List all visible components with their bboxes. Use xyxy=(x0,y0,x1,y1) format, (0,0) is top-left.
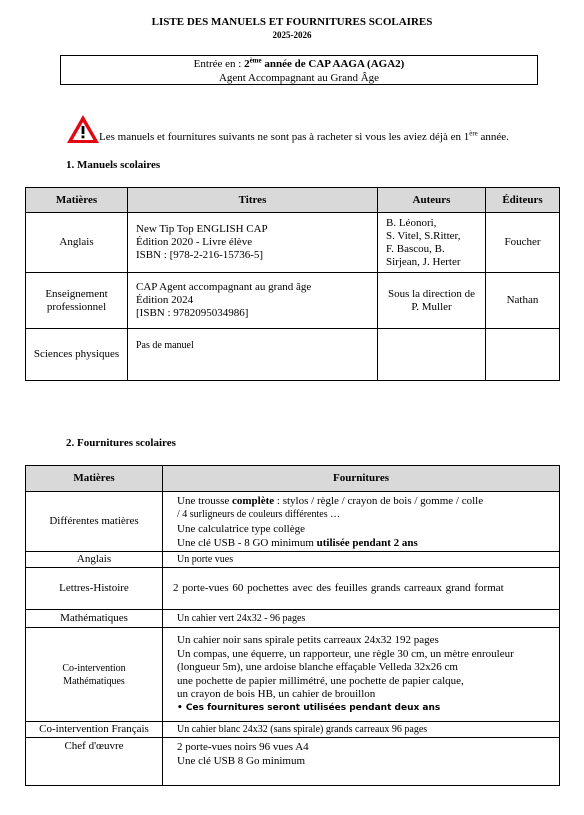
col-header-titres: Titres xyxy=(128,188,378,213)
supply-line: Une calculatrice type collège xyxy=(177,522,305,535)
manuels-table xyxy=(25,187,560,381)
subject-line: Co-intervention xyxy=(62,662,126,674)
fournitures-table xyxy=(25,465,560,786)
col-header-fournitures: Fournitures xyxy=(163,466,560,492)
authors-cell xyxy=(378,273,486,329)
publisher-cell: Foucher xyxy=(486,213,560,273)
level-sup: ème xyxy=(249,56,262,65)
table-row xyxy=(26,552,560,568)
subject-cell: Sciences physiques xyxy=(26,329,128,381)
table-row xyxy=(26,628,560,722)
level-number: 2 xyxy=(244,58,250,70)
section-manuels-title: 1. Manuels scolaires xyxy=(66,159,161,171)
level-prefix: Entrée en : xyxy=(193,58,245,70)
table-row xyxy=(26,273,560,329)
titles-cell xyxy=(128,273,378,329)
titles-cell: Pas de manuel xyxy=(128,329,378,381)
table-row xyxy=(26,568,560,610)
title-line: ISBN : [978-2-216-15736-5] xyxy=(136,249,264,261)
notice-text-line xyxy=(99,131,509,143)
subject-cell: Mathématiques xyxy=(26,610,163,628)
supply-line: une pochette de papier millimétré, une pochette de papier calque, xyxy=(177,674,464,687)
supply-bold: utilisée pendant 2 ans xyxy=(316,536,418,549)
supply-note: • Ces fournitures seront utilisées pendant deux ans xyxy=(177,702,441,713)
authors-cell xyxy=(378,213,486,273)
level-box xyxy=(60,55,538,85)
publisher-cell: Nathan xyxy=(486,273,560,329)
supply-line: / 4 surligneurs de couleurs différentes … xyxy=(177,508,341,520)
author-line: Sous la direction de xyxy=(387,287,476,300)
subject-line: Mathématiques xyxy=(63,675,125,687)
table-row xyxy=(26,492,560,552)
supply-text: Une clé USB - 8 GO minimum xyxy=(177,536,317,549)
supply-line: un crayon de bois HB, un cahier de brouillon xyxy=(177,688,376,700)
notice xyxy=(66,114,566,148)
table-row xyxy=(26,610,560,628)
publisher-cell xyxy=(486,329,560,381)
supply-text: : stylos / règle / crayon de bois / gomme / colle xyxy=(274,494,484,507)
col-header-matieres: Matières xyxy=(26,466,163,492)
supply-line: Un compas, une équerre, un rapporteur, une règle 30 cm, un mètre enrouleur xyxy=(177,647,514,660)
title-line: Édition 2020 - Livre élève xyxy=(136,236,253,248)
supply-line xyxy=(177,536,555,550)
supplies-cell: 2 porte-vues 60 pochettes avec des feuilles grands carreaux grand format xyxy=(163,568,560,610)
title-line: [ISBN : 9782095034986] xyxy=(136,307,249,319)
supply-line: (longueur 5m), une ardoise blanche effaçable Velleda 32x26 cm xyxy=(177,661,458,673)
table-row xyxy=(26,738,560,786)
supplies-cell xyxy=(163,492,560,552)
col-header-matieres: Matières xyxy=(26,188,128,213)
subject-cell xyxy=(26,628,163,722)
subject-cell: Chef d'œuvre xyxy=(26,738,163,786)
title-line: Édition 2024 xyxy=(136,294,194,306)
title-line: New Tip Top ENGLISH CAP xyxy=(136,223,268,235)
supplies-cell: Un cahier vert 24x32 - 96 pages xyxy=(163,610,560,628)
author-line: F. Bascou, B. xyxy=(386,242,445,255)
supply-line: Une clé USB 8 Go minimum xyxy=(177,755,306,767)
supply-line xyxy=(177,494,555,508)
table-row xyxy=(26,213,560,273)
section-fournitures-title: 2. Fournitures scolaires xyxy=(66,437,176,449)
notice-text: Les manuels et fournitures suivants ne sont pas à racheter si vous les aviez déjà en 1 xyxy=(99,131,470,143)
supply-bold: complète xyxy=(232,494,275,507)
school-year: 2025-2026 xyxy=(272,30,312,40)
fournitures-header-row xyxy=(26,466,560,492)
supplies-cell xyxy=(163,738,560,786)
subject-cell: Lettres-Histoire xyxy=(26,568,163,610)
manuels-header-row xyxy=(26,188,560,213)
supply-text: Une trousse xyxy=(177,494,232,507)
col-header-editeurs: Éditeurs xyxy=(486,188,560,213)
author-line: S. Vitel, S.Ritter, xyxy=(386,229,461,242)
supplies-cell xyxy=(163,628,560,722)
supplies-cell: Un cahier blanc 24x32 (sans spirale) grands carreaux 96 pages xyxy=(163,722,560,738)
supply-line: 2 porte-vues noirs 96 vues A4 xyxy=(177,741,309,753)
supply-line: Un cahier noir sans spirale petits carreaux 24x32 192 pages xyxy=(177,634,439,646)
level-subtitle: Agent Accompagnant au Grand Âge xyxy=(218,72,380,84)
table-row xyxy=(26,722,560,738)
title-line: CAP Agent accompagnant au grand âge xyxy=(136,281,312,293)
col-header-auteurs: Auteurs xyxy=(378,188,486,213)
authors-cell xyxy=(378,329,486,381)
author-line: P. Muller xyxy=(411,300,452,313)
titles-cell xyxy=(128,213,378,273)
author-line: Sirjean, J. Herter xyxy=(386,255,461,268)
subject-cell: Anglais xyxy=(26,213,128,273)
author-line: B. Léonori, xyxy=(386,216,437,229)
document-title: LISTE DES MANUELS ET FOURNITURES SCOLAIRES xyxy=(151,16,433,28)
table-row xyxy=(26,329,560,381)
warning-triangle-icon xyxy=(66,114,100,144)
notice-text-end: année. xyxy=(477,131,509,143)
subject-cell: Enseignement professionnel xyxy=(26,273,128,329)
level-line xyxy=(61,57,537,71)
subject-cell: Différentes matières xyxy=(26,492,163,552)
subject-cell: Anglais xyxy=(26,552,163,568)
level-rest: année de CAP AAGA (AGA2) xyxy=(261,58,405,70)
supplies-cell: Un porte vues xyxy=(163,552,560,568)
notice-sup: ère xyxy=(469,129,478,138)
subject-cell: Co-intervention Français xyxy=(26,722,163,738)
